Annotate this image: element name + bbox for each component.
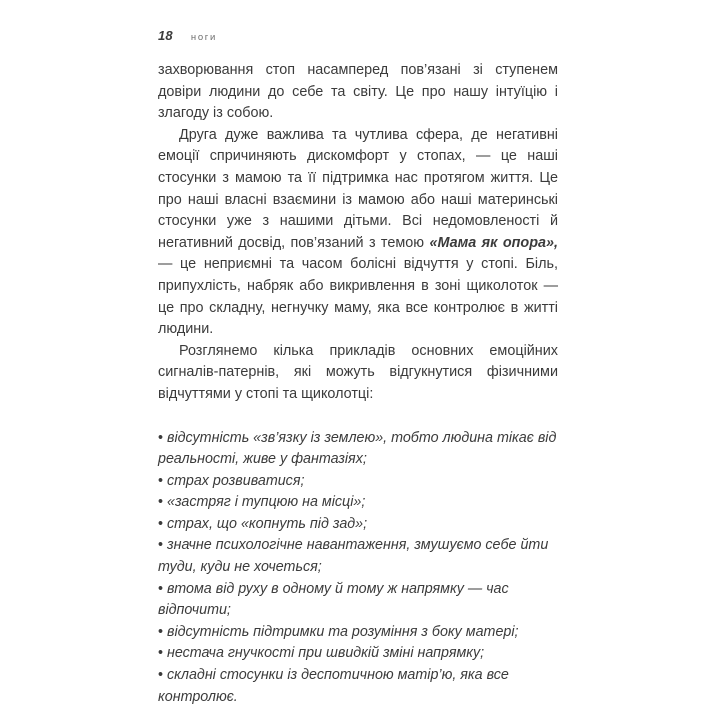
paragraph-2: [158, 125, 558, 341]
bullet-icon: •: [158, 667, 164, 684]
bullet-icon: •: [158, 429, 164, 446]
bullet-icon: •: [158, 515, 164, 532]
list-item-label: «застряг і тупцюю на місці»;: [167, 494, 366, 511]
list-item: [158, 643, 558, 665]
list-item: [158, 535, 558, 578]
bullet-icon: •: [158, 494, 164, 511]
list-item-label: страх розвиватися;: [167, 472, 305, 489]
list-item: [158, 492, 558, 514]
list-item: [158, 428, 558, 471]
list-item: [158, 514, 558, 536]
list-item-label: нестача гнучкості при швидкій зміні напрямку;: [167, 645, 485, 662]
running-head: [158, 28, 558, 43]
bullet-icon: •: [158, 537, 164, 554]
paragraph-3: [158, 341, 558, 406]
list-item-label: відсутність «зв’язку із землею», тобто людина тікає від реальності, живе у фантазіях;: [158, 429, 557, 468]
text-block: [158, 60, 558, 708]
running-head-title: ноги: [190, 32, 217, 43]
bullet-icon: •: [158, 580, 164, 597]
bullet-icon: •: [158, 645, 164, 662]
list-item: [158, 622, 558, 644]
list-item-label: складні стосунки із деспотичною матір’ю, яка все контролює.: [158, 667, 509, 705]
page-number: 18: [158, 28, 173, 43]
list-item: [158, 579, 558, 622]
bullet-icon: •: [158, 472, 164, 489]
list-item: [158, 471, 558, 493]
list-item: [158, 665, 558, 708]
paragraph-1: [158, 60, 558, 125]
bullet-icon: •: [158, 623, 164, 640]
list-item-label: відсутність підтримки та розуміння з боку матері;: [167, 623, 519, 640]
list-item-label: втома від руху в одному й тому ж напрямку — час відпочити;: [158, 580, 509, 619]
emotional-signals-list: [158, 428, 558, 709]
list-item-label: страх, що «копнуть під зад»;: [167, 515, 368, 532]
paragraph-3-text: Розглянемо кілька прикладів основних емоційних сигналів-патернів, які можуть відгукнутися фізичними відчуттями у стопі та щиколотці:: [158, 342, 558, 402]
emphasis-mama-yak-opora: «Мама як опора»,: [429, 234, 558, 251]
paragraph-1-text: захворювання стоп насамперед пов’язані зі ступенем довіри людини до себе та світу. Це про нашу інтуїцію і злагоду із собою.: [158, 62, 558, 122]
paragraph-2-run-1: Друга дуже важлива та чутлива сфера, де негативні емоції спричиняють дискомфорт у стопах, — це наші стосунки з мамою та її підтримка нас протягом життя. Це про наші власні взаємини із мамою або наші материнські стосунки уже з нашими дітьми. Всі недомовленості й негативний досвід, пов’язаний з темою: [158, 126, 558, 251]
list-item-label: значне психологічне навантаження, змушуємо себе йти туди, куди не хочеться;: [158, 537, 549, 576]
paragraph-2-run-3: — це неприємні та часом болісні відчуття у стопі. Біль, припухлість, набряк або викривлення в зоні щиколоток — це про складну, негнучку маму, яка все контролює в житті людини.: [158, 256, 558, 338]
